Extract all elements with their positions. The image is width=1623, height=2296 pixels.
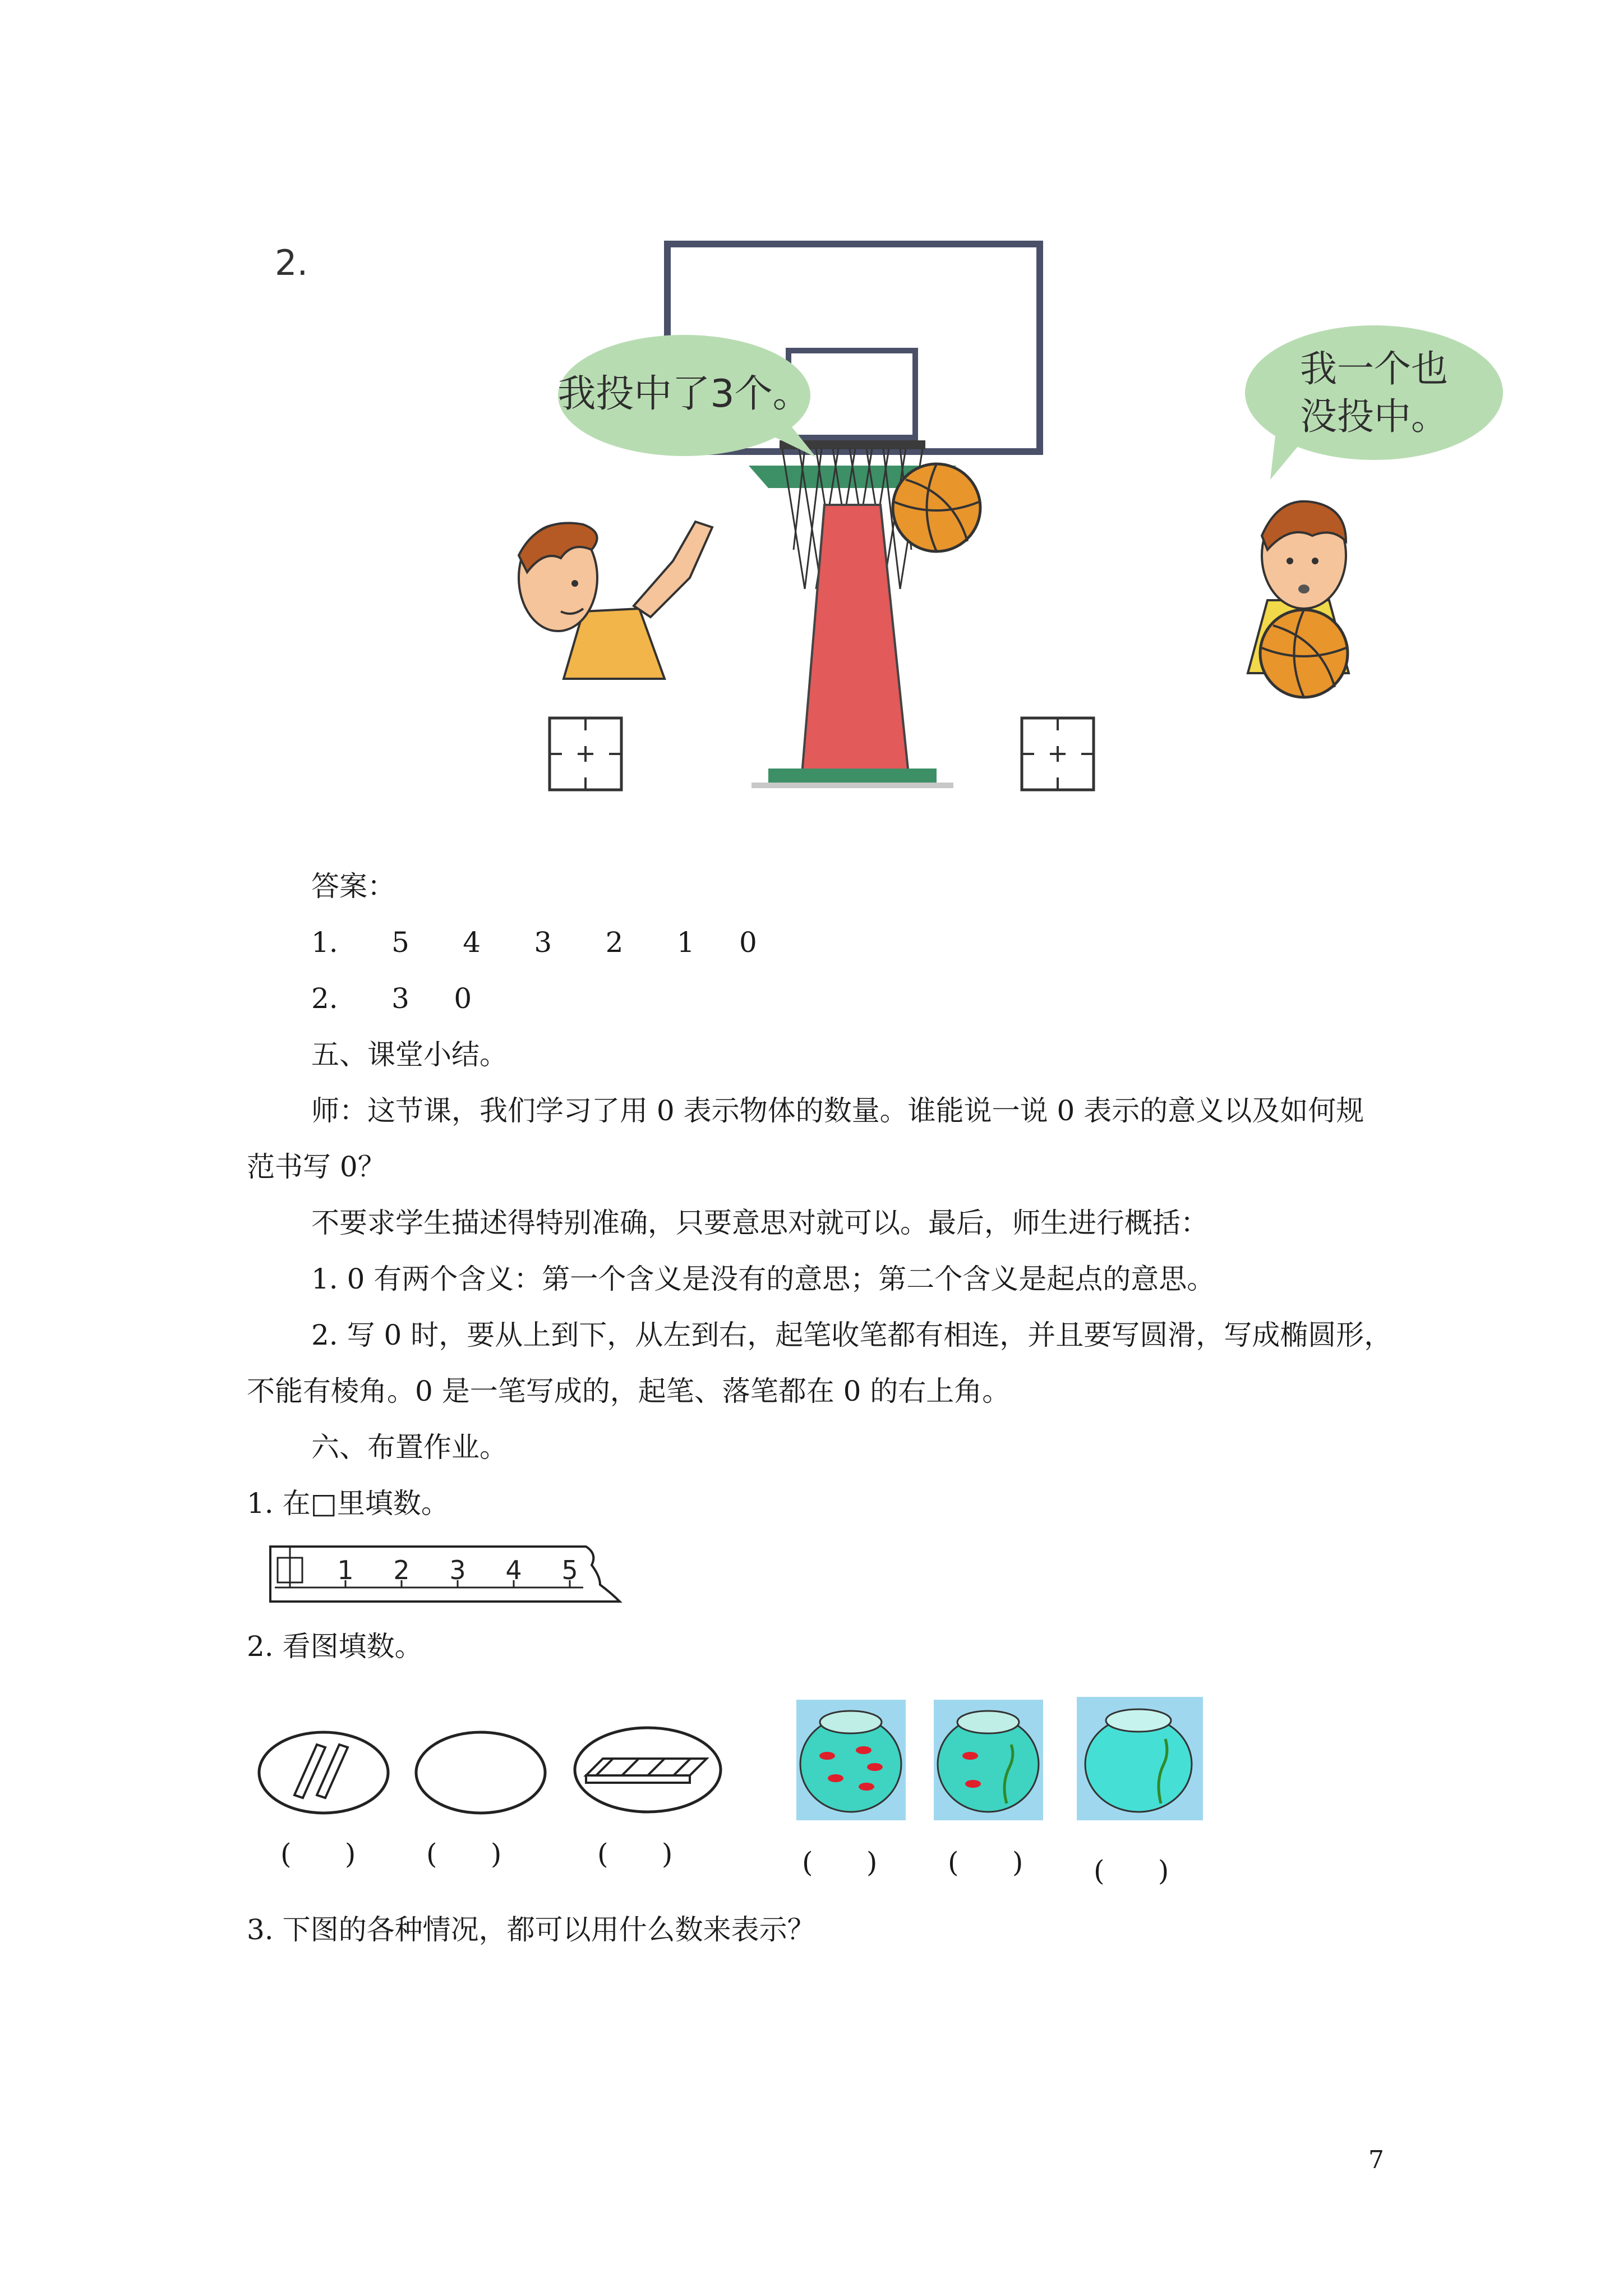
figure-number: 2. (275, 242, 308, 283)
answer-paren-5: ( ) (948, 1846, 1023, 1879)
summary-paragraph-4-line-2: 不能有棱角。0 是一笔写成的，起笔、落笔都在 0 的右上角。 (247, 1375, 1011, 1407)
section-homework-heading: 六、布置作业。 (311, 1431, 508, 1464)
bubble-right-text-line2: 没投中。 (1300, 395, 1448, 438)
oval-pencils-icon (255, 1728, 393, 1818)
homework-question-2: 2. 看图填数。 (247, 1630, 423, 1663)
basketball-figure (247, 213, 1448, 836)
bubble-right-text-line1: 我一个也 (1300, 347, 1448, 390)
summary-paragraph-4-line-1: 2. 写 0 时，要从上到下，从左到右，起笔收笔都有相连，并且要写圆滑，写成椭圆形， (311, 1319, 1393, 1351)
number-ruler (264, 1540, 628, 1610)
answer-paren-3: ( ) (597, 1838, 673, 1870)
summary-paragraph-1-line-1: 师：这节课，我们学习了用 0 表示物体的数量。谁能说一说 0 表示的意义以及如何规 (311, 1094, 1364, 1127)
bubble-left-text: 我投中了3个。 (557, 372, 811, 416)
oval-erasers-icon (569, 1722, 726, 1818)
answer-paren-4: ( ) (802, 1846, 878, 1879)
answer-paren-6: ( ) (1094, 1855, 1169, 1887)
ruler-number-3: 3 (449, 1555, 466, 1585)
answer-line-2: 2. 3 0 (311, 982, 472, 1015)
section-summary-heading: 五、课堂小结。 (311, 1038, 508, 1071)
homework-question-3: 3. 下图的各种情况，都可以用什么数来表示？ (247, 1913, 815, 1946)
fishbowl-empty-icon (1077, 1697, 1203, 1820)
page-number: 7 (1368, 2146, 1384, 2174)
fishbowl-2-fish-icon (934, 1700, 1043, 1820)
fishbowl-5-fish-icon (796, 1700, 906, 1820)
ruler-number-5: 5 (561, 1555, 578, 1585)
answer-paren-2: ( ) (426, 1838, 502, 1870)
answer-box-right (1022, 718, 1094, 790)
speech-bubble-right (1245, 325, 1503, 480)
oval-empty-icon (412, 1728, 550, 1818)
boy-shooting-icon (519, 522, 712, 679)
ruler-number-2: 2 (393, 1555, 410, 1585)
summary-paragraph-3: 1. 0 有两个含义：第一个含义是没有的意思；第二个含义是起点的意思。 (311, 1263, 1215, 1295)
hoop-base (751, 769, 953, 788)
basketball-icon (1260, 610, 1348, 697)
homework-question-1: 1. 在□里填数。 (247, 1487, 449, 1520)
answer-paren-1: ( ) (280, 1838, 356, 1870)
answer-box-left (550, 718, 621, 790)
ruler-number-4: 4 (505, 1555, 522, 1585)
ruler-number-1: 1 (337, 1555, 354, 1585)
hoop-pole (802, 505, 909, 774)
basketball-icon (893, 464, 980, 551)
answer-line-1: 1. 5 4 3 2 1 0 (311, 926, 757, 959)
summary-paragraph-2: 不要求学生描述得特别准确，只要意思对就可以。最后，师生进行概括： (311, 1207, 1209, 1239)
answers-heading: 答案： (311, 870, 395, 903)
summary-paragraph-1-line-2: 范书写 0？ (247, 1151, 386, 1183)
